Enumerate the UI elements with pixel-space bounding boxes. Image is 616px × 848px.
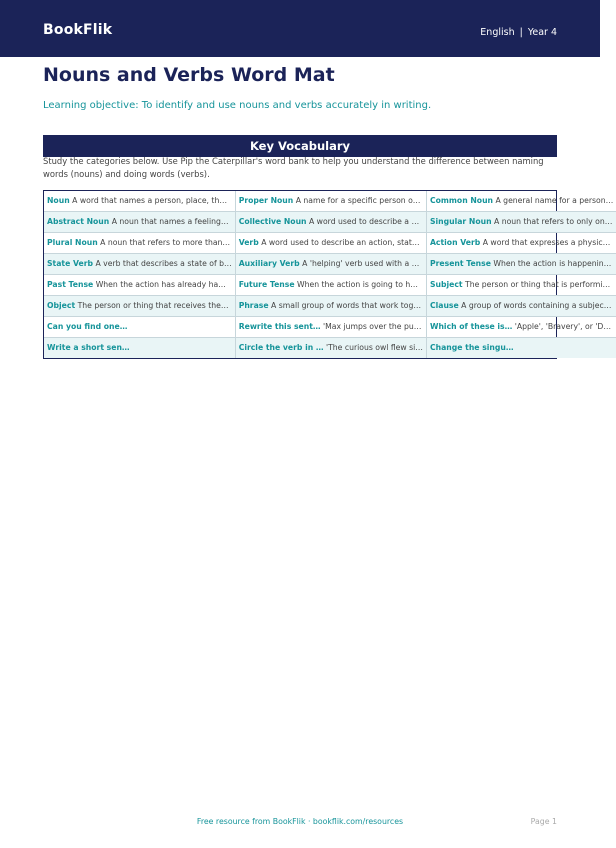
vocab-term: Phrase: [238, 301, 269, 310]
vocab-cell: [427, 191, 616, 212]
vocab-cell: [427, 254, 616, 275]
vocab-definition: A word that expresses a physic…: [482, 238, 611, 247]
vocab-term: Plural Noun: [47, 238, 98, 247]
vocab-definition: 'Apple', 'Bravery', or 'D…: [514, 322, 612, 331]
vocab-term: State Verb: [47, 259, 94, 268]
vocab-term: Collective Noun: [238, 217, 307, 226]
vocab-definition: When the action is happenin…: [493, 259, 612, 268]
header-meta: [480, 27, 557, 38]
vocab-term: Proper Noun: [238, 196, 294, 205]
vocab-term: Object: [47, 301, 76, 310]
vocab-term: Auxiliary Verb: [238, 259, 300, 268]
vocab-definition: A verb that describes a state of b…: [95, 259, 232, 268]
vocab-term: Past Tense: [47, 280, 94, 289]
vocab-definition: A word that names a person, place, th…: [72, 196, 228, 205]
vocab-definition: A word used to describe an action, stat…: [261, 238, 420, 247]
vocab-cell: [427, 317, 616, 338]
vocab-term: Rewrite this sent…: [238, 322, 321, 331]
vocab-definition: A word used to describe a …: [308, 217, 420, 226]
vocab-definition: When the action is going to h…: [297, 280, 418, 289]
brand-logo[interactable]: BookFlik: [43, 22, 113, 38]
vocab-definition: The person or thing that receives the…: [77, 301, 229, 310]
vocab-term: Can you find one…: [47, 322, 128, 331]
vocab-definition: The person or thing that is performi…: [465, 280, 611, 289]
year-label: Year 4: [527, 27, 557, 38]
vocab-cell: [427, 233, 616, 254]
vocab-term: Future Tense: [238, 280, 295, 289]
vocab-definition: When the action has already ha…: [95, 280, 226, 289]
vocab-term: Clause: [429, 301, 459, 310]
vocab-term: Action Verb: [429, 238, 481, 247]
meta-separator: |: [519, 27, 523, 38]
vocab-definition: A noun that refers to only on…: [494, 217, 613, 226]
vocab-cell: [236, 254, 427, 275]
vocab-cell: [44, 317, 236, 338]
vocab-cell: [44, 191, 236, 212]
vocab-cell: [44, 212, 236, 233]
vocab-cell: [44, 338, 236, 358]
vocab-cell: [44, 275, 236, 296]
vocab-cell: [44, 296, 236, 317]
vocab-term: Change the singu…: [429, 343, 514, 352]
vocab-term: Common Noun: [429, 196, 494, 205]
page-title: Nouns and Verbs Word Mat: [43, 64, 335, 86]
vocab-definition: 'The curious owl flew si…: [326, 343, 423, 352]
footer-text[interactable]: Free resource from BookFlik · bookflik.com/resources: [196, 817, 404, 826]
vocab-term: Write a short sen…: [47, 343, 130, 352]
vocab-cell: [236, 212, 427, 233]
vocab-definition: 'Max jumps over the pu…: [323, 322, 422, 331]
vocab-term: Which of these is…: [429, 322, 513, 331]
vocab-definition: A name for a specific person o…: [295, 196, 421, 205]
vocab-definition: A general name for a person…: [495, 196, 614, 205]
vocab-term: Abstract Noun: [47, 217, 110, 226]
vocab-cell: [44, 233, 236, 254]
vocab-definition: A 'helping' verb used with a …: [302, 259, 420, 268]
vocab-cell: [427, 212, 616, 233]
vocab-definition: A group of words containing a subjec…: [461, 301, 612, 310]
vocab-cell: [427, 338, 616, 358]
vocab-cell: [236, 338, 427, 358]
vocab-term: Singular Noun: [429, 217, 492, 226]
vocab-definition: A noun that refers to more than…: [100, 238, 231, 247]
vocab-definition: A small group of words that work tog…: [271, 301, 422, 310]
vocab-term: Circle the verb in …: [238, 343, 324, 352]
language-label: English: [480, 27, 515, 38]
vocab-term: Subject: [429, 280, 463, 289]
vocab-cell: [44, 254, 236, 275]
vocabulary-grid: [43, 190, 614, 359]
vocab-term: Verb: [238, 238, 259, 247]
vocab-cell: [236, 275, 427, 296]
vocab-cell: [427, 296, 616, 317]
vocab-cell: [427, 275, 616, 296]
vocab-cell: [236, 191, 427, 212]
key-vocabulary-heading: Key Vocabulary: [43, 135, 557, 157]
page-header: [0, 0, 600, 57]
intro-text: Study the categories below. Use Pip the Caterpillar's word bank to help you understand the difference between naming words (nouns) and doing words (verbs).: [43, 156, 544, 179]
vocab-definition: A noun that names a feeling…: [111, 217, 229, 226]
vocab-term: Present Tense: [429, 259, 491, 268]
learning-objective: Learning objective: To identify and use nouns and verbs accurately in writing.: [43, 100, 432, 111]
page-number: Page 1: [530, 817, 557, 826]
vocab-cell: [236, 317, 427, 338]
vocab-term: Noun: [47, 196, 70, 205]
vocab-cell: [236, 233, 427, 254]
vocab-cell: [236, 296, 427, 317]
